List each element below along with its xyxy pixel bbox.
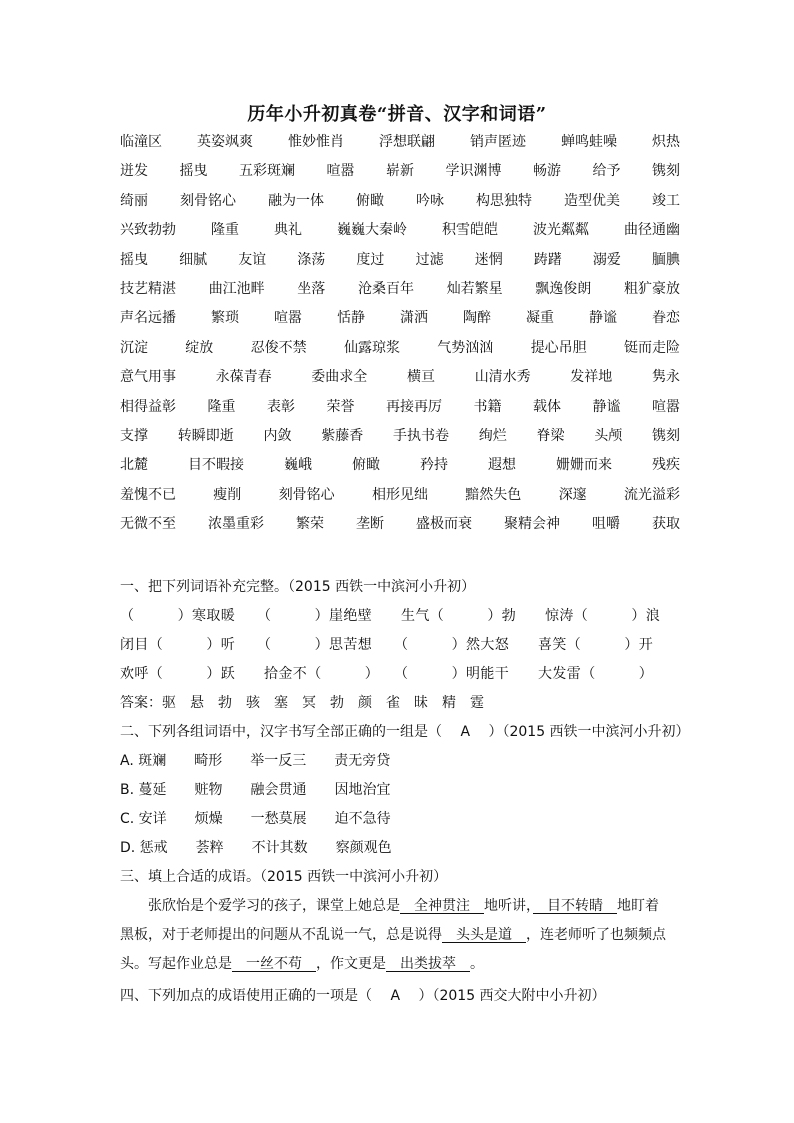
vocabulary-word: 支撑: [120, 427, 148, 444]
vocabulary-row: [120, 304, 680, 333]
vocabulary-word: 气势汹汹: [437, 339, 494, 356]
vocabulary-word: 横亘: [407, 369, 435, 386]
vocabulary-word: 喧嚣: [326, 163, 355, 180]
vocabulary-word: 残疾: [652, 457, 680, 474]
question-2-heading: 二、下列各组词语中，汉字书写全部正确的一组是（ A ）（2015 西铁一中滨河小升初）: [120, 724, 690, 740]
vocabulary-word: 相得益彰: [120, 398, 176, 415]
vocabulary-word: 隽永: [652, 369, 680, 386]
vocabulary-word: 积雪皑皑: [442, 222, 498, 239]
vocabulary-word: 沉淀: [120, 339, 148, 356]
question-2: [120, 721, 690, 861]
answer-blank: 出类拔萃: [400, 956, 456, 972]
vocabulary-row: [120, 481, 680, 510]
vocabulary-word: 再接再厉: [386, 398, 442, 415]
vocabulary-word: 陶醉: [463, 310, 491, 327]
vocabulary-word: 溺爱: [592, 251, 621, 268]
vocabulary-word: 相形见绌: [372, 486, 428, 503]
vocabulary-word: 融为一体: [268, 192, 324, 209]
vocabulary-word: 意气用事: [120, 369, 176, 386]
vocabulary-word: 手执书卷: [393, 427, 449, 444]
vocabulary-word: 友谊: [238, 251, 267, 268]
vocabulary-word: 曲江池畔: [208, 280, 265, 297]
answer-blank: 头头是道: [456, 927, 512, 943]
vocabulary-word: 崭新: [386, 163, 414, 180]
vocabulary-word: 英姿飒爽: [197, 134, 253, 150]
question-2-option-c: C. 安详 烦燥 一愁莫展 迫不急待: [120, 811, 391, 827]
vocabulary-word: 紫藤香: [321, 427, 364, 444]
vocabulary-word: 兴致勃勃: [120, 222, 176, 239]
vocabulary-word: 潇洒: [400, 310, 428, 327]
vocabulary-word: 细腻: [179, 251, 208, 268]
vocabulary-row: [120, 275, 680, 304]
page-title: 历年小升初真卷“拼音、汉字和词语”: [247, 104, 547, 125]
vocabulary-word: 矜持: [420, 457, 448, 474]
vocabulary-word: 繁荣: [296, 516, 324, 533]
vocabulary-word: 永葆青春: [215, 369, 272, 386]
vocabulary-word: 头颅: [594, 427, 623, 444]
vocabulary-word: 刻骨铭心: [278, 486, 335, 503]
vocabulary-word: 镌刻: [652, 427, 680, 444]
vocabulary-word: 飘逸俊朗: [535, 280, 592, 297]
vocabulary-word: 踌躇: [533, 251, 562, 268]
vocabulary-row: [120, 246, 680, 275]
vocabulary-word: 北麓: [120, 457, 148, 474]
vocabulary-word: 涤荡: [297, 251, 326, 268]
question-1-heading: 一、把下列词语补充完整。（2015 西铁一中滨河小升初）: [120, 579, 476, 595]
vocabulary-word: 浮想联翩: [379, 134, 435, 150]
vocabulary-word: 忍俊不禁: [250, 339, 307, 356]
vocabulary-word: 曲径通幽: [624, 222, 680, 239]
vocabulary-word: 绽放: [185, 339, 214, 356]
vocabulary-word: 提心吊胆: [530, 339, 587, 356]
vocabulary-word: 仙露琼浆: [344, 339, 400, 356]
vocabulary-word: 目不暇接: [188, 457, 244, 474]
vocabulary-word: 隆重: [207, 398, 236, 415]
vocabulary-word: 荣誉: [326, 398, 355, 415]
question-1-line-3: 欢呼（ ）跃 拾金不（ ） （ ）明能干 大发雷（ ）: [120, 666, 654, 682]
vocabulary-word: 深邃: [558, 486, 587, 503]
vocabulary-word: 转瞬即逝: [177, 427, 234, 444]
vocabulary-word: 瘦削: [213, 486, 242, 503]
vocabulary-word: 蝉鸣蛙噪: [561, 134, 617, 150]
vocabulary-word: 绮丽: [120, 192, 148, 209]
vocabulary-word: 迷惘: [474, 251, 503, 268]
vocabulary-word: 构思独特: [476, 192, 532, 209]
question-1: [120, 576, 680, 711]
vocabulary-word: 恬静: [337, 310, 365, 327]
vocabulary-word: 波光粼粼: [533, 222, 589, 239]
vocabulary-word: 姗姗而来: [556, 457, 612, 474]
vocabulary-word: 发祥地: [570, 369, 613, 386]
vocabulary-word: 表彰: [267, 398, 295, 415]
vocabulary-word: 内敛: [263, 427, 292, 444]
answer-blank: 目不转睛: [547, 898, 603, 914]
vocabulary-word: 书籍: [473, 398, 502, 415]
vocabulary-word: 浓墨重彩: [208, 516, 264, 533]
question-3-paragraph-line-2: 黑板，对于老师提出的问题从不乱说一气，总是说得 头头是道 ，连老师听了也频频点: [120, 927, 666, 943]
vocabulary-word: 静谧: [592, 398, 621, 415]
vocabulary-word: 遐想: [488, 457, 516, 474]
vocabulary-word: 技艺精湛: [120, 280, 176, 297]
vocabulary-word: 聚精会神: [504, 516, 560, 533]
vocabulary-word: 临潼区: [120, 134, 162, 150]
vocabulary-word: 迸发: [120, 163, 148, 180]
vocabulary-word: 造型优美: [564, 192, 620, 209]
vocabulary-word: 典礼: [274, 222, 302, 239]
question-2-option-d: D. 惩戒 荟粹 不计其数 察颜观色: [120, 840, 392, 856]
vocabulary-row: [120, 187, 680, 216]
vocabulary-word: 畅游: [533, 163, 561, 180]
vocabulary-word: 惟妙惟肖: [288, 134, 344, 150]
vocabulary-word: 给予: [592, 163, 621, 180]
vocabulary-word: 无微不至: [120, 516, 176, 533]
vocabulary-word: 载体: [533, 398, 561, 415]
vocabulary-row: [120, 510, 680, 539]
vocabulary-word: 繁琐: [211, 310, 239, 327]
vocabulary-word: 喧嚣: [274, 310, 302, 327]
vocabulary-word: 沧桑百年: [358, 280, 414, 297]
vocabulary-word: 委曲求全: [311, 369, 368, 386]
vocabulary-word: 俯瞰: [352, 457, 380, 474]
vocabulary-word: 铤而走险: [624, 339, 680, 356]
vocabulary-row: [120, 128, 680, 157]
vocabulary-word: 巍巍大秦岭: [337, 222, 407, 239]
question-2-option-b: B. 蔓延 赃物 融会贯通 因地治宜: [120, 782, 391, 798]
vocabulary-list: [120, 128, 680, 539]
vocabulary-word: 销声匿迹: [470, 134, 526, 150]
vocabulary-word: 摇曳: [120, 251, 148, 268]
vocabulary-word: 腼腆: [652, 251, 680, 268]
vocabulary-word: 五彩斑斓: [239, 163, 295, 180]
vocabulary-word: 灿若繁星: [446, 280, 503, 297]
question-1-line-2: 闭目（ ）听 （ ）思苦想 （ ）然大怒 喜笑（ ）开: [120, 637, 654, 653]
vocabulary-word: 声名远播: [120, 310, 176, 327]
vocabulary-row: [120, 422, 680, 451]
question-4-heading: 四、下列加点的成语使用正确的一项是（ A ）（2015 西交大附中小升初）: [120, 988, 606, 1004]
vocabulary-word: 炽热: [652, 134, 680, 150]
vocabulary-row: [120, 393, 680, 422]
vocabulary-row: [120, 363, 680, 392]
vocabulary-word: 绚烂: [478, 427, 507, 444]
vocabulary-word: 镌刻: [652, 163, 680, 180]
vocabulary-row: [120, 216, 680, 245]
vocabulary-row: [120, 451, 680, 480]
vocabulary-word: 喧嚣: [652, 398, 680, 415]
vocabulary-word: 静谧: [589, 310, 617, 327]
vocabulary-word: 坐落: [297, 280, 326, 297]
vocabulary-word: 学识渊博: [445, 163, 502, 180]
vocabulary-word: 隆重: [211, 222, 239, 239]
vocabulary-word: 竣工: [652, 192, 680, 209]
question-3-paragraph-line-3: 头。写起作业总是 一丝不苟 ，作文更是 出类拔萃 。: [120, 956, 484, 972]
vocabulary-word: 盛极而衰: [416, 516, 472, 533]
question-3-paragraph-line-1: 张欣怡是个爱学习的孩子，课堂上她总是 全神贯注 地听讲， 目不转睛 地盯着: [148, 898, 659, 914]
vocabulary-word: 度过: [356, 251, 385, 268]
vocabulary-word: 山清水秀: [474, 369, 531, 386]
vocabulary-word: 获取: [652, 516, 680, 533]
vocabulary-word: 巍峨: [284, 457, 312, 474]
vocabulary-word: 咀嚼: [592, 516, 620, 533]
question-1-answer: 答案：驱 悬 勃 骇 塞 冥 勃 颜 雀 昧 精 霆: [120, 695, 484, 711]
answer-blank: 全神贯注: [414, 898, 470, 914]
vocabulary-word: 脊梁: [536, 427, 565, 444]
vocabulary-word: 刻骨铭心: [180, 192, 236, 209]
vocabulary-row: [120, 334, 680, 363]
vocabulary-word: 俯瞰: [356, 192, 384, 209]
vocabulary-word: 垄断: [356, 516, 384, 533]
vocabulary-word: 粗犷豪放: [624, 280, 680, 297]
vocabulary-word: 羞愧不已: [120, 486, 176, 503]
vocabulary-word: 凝重: [526, 310, 554, 327]
question-3-heading: 三、填上合适的成语。（2015 西铁一中滨河小升初）: [120, 869, 448, 885]
vocabulary-word: 过滤: [415, 251, 444, 268]
vocabulary-word: 吟咏: [416, 192, 444, 209]
vocabulary-row: [120, 157, 680, 186]
question-1-line-1: （ ）寒取暖 （ ）崖绝壁 生气（ ）勃 惊涛（ ）浪: [120, 608, 661, 624]
vocabulary-word: 流光溢彩: [624, 486, 680, 503]
vocabulary-word: 摇曳: [179, 163, 208, 180]
vocabulary-word: 黯然失色: [465, 486, 522, 503]
answer-blank: 一丝不苟: [246, 956, 302, 972]
vocabulary-word: 眷恋: [652, 310, 680, 327]
question-2-option-a: A. 斑斓 畸形 举一反三 责无旁贷: [120, 753, 391, 769]
